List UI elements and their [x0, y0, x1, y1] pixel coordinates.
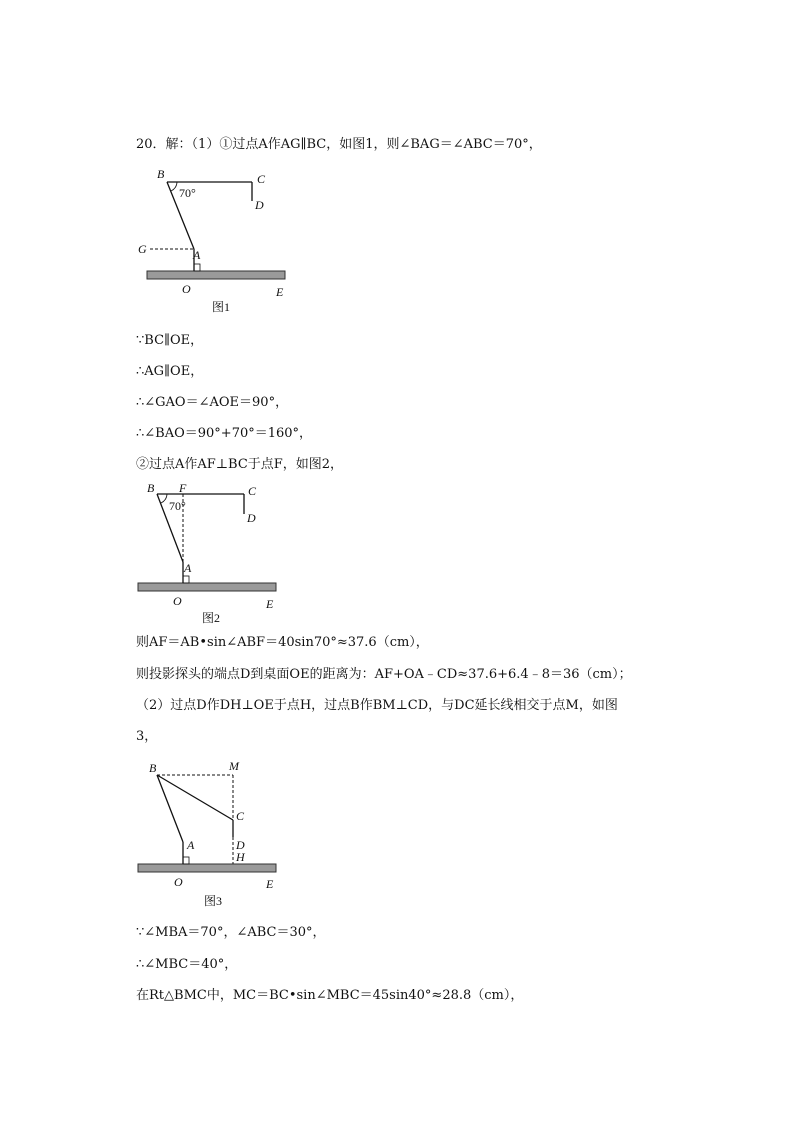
- figure-2: [130, 478, 290, 628]
- segment-AB: [157, 775, 183, 842]
- label-O: O: [173, 594, 182, 608]
- segment-BC: [157, 775, 233, 820]
- right-angle-mark: [183, 857, 189, 864]
- solution-line-13: 在Rt△BMC中，MC＝BC•sin∠MBC＝45sin40°≈28.8（cm），: [136, 988, 524, 1003]
- figure-caption: 图2: [202, 611, 221, 625]
- label-A: A: [187, 838, 195, 852]
- label-G: G: [138, 242, 147, 256]
- solution-line-12: ∴∠MBC＝40°，: [136, 957, 238, 972]
- label-O: O: [182, 282, 191, 296]
- desk-surface: [138, 864, 276, 872]
- label-E: E: [276, 285, 284, 299]
- label-H: H: [236, 850, 245, 864]
- label-E: E: [266, 597, 274, 611]
- solution-line-6: ②过点A作AF⊥BC于点F，如图2，: [136, 457, 344, 472]
- label-O: O: [174, 875, 183, 889]
- label-M: M: [229, 759, 239, 773]
- label-angle: 70°: [179, 186, 196, 200]
- label-D: D: [255, 198, 264, 212]
- figure-caption: 图1: [212, 300, 231, 314]
- figure-1: [130, 165, 300, 315]
- figure-caption: 图3: [204, 894, 223, 908]
- label-F: F: [179, 481, 187, 495]
- desk-surface: [138, 583, 276, 591]
- solution-line-5: ∴∠BAO＝90°+70°＝160°，: [136, 426, 313, 441]
- label-B: B: [149, 761, 157, 775]
- right-angle-mark: [183, 576, 189, 583]
- label-C: C: [236, 809, 245, 823]
- angle-arc: [161, 494, 167, 503]
- label-A: A: [184, 561, 192, 575]
- solution-line-7: 则AF＝AB•sin∠ABF＝40sin70°≈37.6（cm），: [136, 635, 429, 650]
- right-angle-mark: [194, 264, 200, 271]
- solution-line-1: 20．解：（1）①过点A作AG∥BC，如图1，则∠BAG＝∠ABC＝70°，: [136, 137, 542, 152]
- solution-line-11: ∵∠MBA＝70°，∠ABC＝30°，: [136, 925, 326, 940]
- figure-3: [130, 757, 290, 912]
- solution-line-4: ∴∠GAO＝∠AOE＝90°，: [136, 395, 289, 410]
- label-B: B: [157, 167, 165, 181]
- solution-line-2: ∵BC∥OE，: [136, 333, 204, 348]
- label-A: A: [193, 248, 201, 262]
- label-D: D: [236, 838, 245, 852]
- solution-line-9: （2）过点D作DH⊥OE于点H，过点B作BM⊥CD，与DC延长线相交于点M，如图: [136, 698, 618, 713]
- desk-surface: [147, 271, 285, 279]
- solution-line-10: 3，: [136, 729, 158, 744]
- label-angle: 70°: [169, 499, 186, 513]
- angle-arc: [171, 182, 177, 191]
- label-B: B: [147, 481, 155, 495]
- label-D: D: [247, 511, 256, 525]
- solution-line-8: 则投影探头的端点D到桌面OE的距离为：AF+OA﹣CD≈37.6+6.4﹣8＝36（cm）；: [136, 667, 632, 682]
- label-C: C: [248, 484, 257, 498]
- label-C: C: [257, 172, 266, 186]
- label-E: E: [266, 877, 274, 891]
- solution-line-3: ∴AG∥OE，: [136, 364, 204, 379]
